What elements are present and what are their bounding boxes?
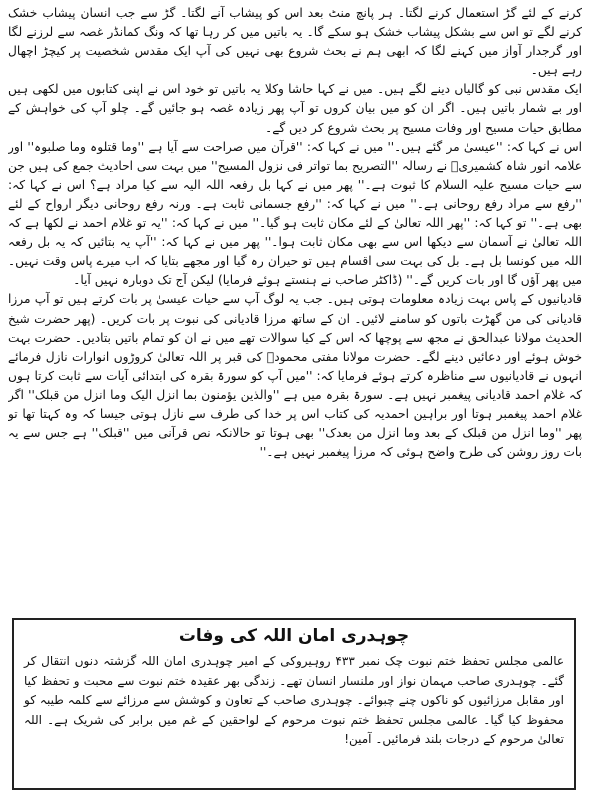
article-body — [8, 4, 582, 606]
obituary-box — [12, 618, 576, 790]
article-paragraph: قادیانیوں کے پاس بہت زیادہ معلومات ہوتی ہیں۔ جب یہ لوگ آپ سے حیات عیسیٰ پر بات کرتے ہیں تو آپ مرزا قادیانی کی من گھڑت باتوں کو سامنے لائیں۔ ان کے ساتھ مرزا قادیانی کی نبوت پر بات کریں۔ (پھر حضرت شیخ الحدیث مولانا عبدالحق نے مجھ سے پوچھا کہ اس کے کیا سوالات تھے میں نے ان کو تمام باتیں بتادیں۔ حضرت بہت خوش ہوئے اور دعائیں دینے لگے۔ حضرت مولانا مفتی محمودؒ کی قبر پر اللہ تعالیٰ کروڑوں انوارات نازل فرمائے انہوں نے قادیانیوں سے مناظرہ کرتے ہوئے فرمایا کہ: ''میں آپ کو سورۃ بقرہ کی ابتدائی آیات سے ثابت کرتا ہوں کہ غلام احمد قادیانی پیغمبر نہیں ہے۔ سورۃ بقرہ میں ہے ''والذین یؤمنون بما انزل الیک وما انزل من قبلک'' اگر غلام احمد پیغمبر ہوتا اور براہین احمدیہ کی کتاب اس پر خدا کی طرف سے نازل ہوتی جیسا کہ وہ کہتا تھا تو پھر ''وما انزل من قبلک کے بعد وما انزل من بعدک'' بھی ہوتا تو حالانکہ نص قرآنی میں ''قبلک'' ہے جس سے یہ بات روز روشن کی طرح واضح ہوئی کہ مرزا پیغمبر نہیں ہے۔'' — [8, 292, 582, 460]
article-paragraph: ایک مقدس نبی کو گالیاں دینے لگے ہیں۔ میں نے کہا حاشا وکلا یہ باتیں تو خود اس نے اپنی کتابوں میں لکھی ہیں اور بے شمار باتیں ہیں۔ اگر ان کو میں بیان کروں تو آپ پھر زیادہ غصہ ہو جائیں گے۔ چلو آپ کی خواہش کے مطابق حیات مسیح اور وفات مسیح پر بحث شروع کر دیں گے۔ — [8, 82, 582, 135]
obituary-title: چوہدری امان اللہ کی وفات — [178, 626, 410, 646]
obituary-text: عالمی مجلس تحفظ ختم نبوت چک نمبر ۴۳۳ روہیروکی کے امیر چوہدری امان اللہ گزشتہ دنوں انتقال کر گئے۔ چوہدری صاحب مہمان نواز اور ملنسار انسان تھے۔ زندگی بھر عقیدہ ختم نبوت سے محبت و تحفظ کیا اور مقابل مرزائیوں کو ناکوں چنے چبوائے۔ چوہدری صاحب کے تعاون و کوشش سے مرزائے سے کلمہ طیبہ کو محفوظ کیا گیا۔ عالمی مجلس تحفظ ختم نبوت مرحوم کے لواحقین کے غم میں برابر کی شریک ہے۔ اللہ تعالیٰ مرحوم کے درجات بلند فرمائیں۔ آمین! — [24, 654, 565, 746]
article-paragraph: اس نے کہا کہ: ''عیسیٰ مر گئے ہیں۔'' میں نے کہا کہ: ''قرآن میں صراحت سے آیا ہے ''وما قتلوہ وما صلبوہ'' اور علامہ انور شاہ کشمیریؒ نے رسالہ ''التصریح بما تواتر فی نزول المسیح'' میں بہت سی احادیث جمع کی ہیں جن سے حیات مسیح علیہ السلام کا ثبوت ہے۔'' پھر میں نے کہا بل رفعہ اللہ الیہ سے کیا مراد ہے؟ اس نے کہا کہ: ''رفع سے مراد رفع روحانی ہے۔'' میں نے کہا کہ: ''رفع جسمانی ثابت ہے۔ ورنہ رفع روحانی دیگر ارواح کے لئے بھی ہے۔'' تو کہا کہ: ''پھر اللہ تعالیٰ کے لئے مکان ثابت ہو گیا۔'' میں نے کہا کہ: ''یہ تو غلام احمد نے لکھا ہے کہ اللہ تعالیٰ نے آسمان سے دیکھا اس سے بھی مکان ثابت ہوا۔'' پھر میں نے کہا کہ: ''آپ یہ بتائیں کہ یہ بل رفعہ اللہ میں کونسا بل ہے۔ بل کی بہت سی اقسام ہیں تو حیران رہ گیا اور مجھے بتایا کہ اب میرے پاس وقت نہیں۔ میں پھر آؤں گا اور بات کریں گے۔'' (ڈاکٹر صاحب نے ہنستے ہوئے فرمایا) لیکن آج تک دوبارہ نہیں آیا۔ — [8, 139, 582, 288]
article-paragraph: کرنے کے لئے گڑ استعمال کرنے لگتا۔ ہر پانچ منٹ بعد اس کو پیشاب آنے لگتا۔ گڑ سے جب انسان پیشاب خشک کرنے لگے تو اس سے بشکل پیشاب خشک ہو سکے گا۔ یہ باتیں میں کر رہا تھا کہ ونگ کمانڈر غصہ سے لرزنے لگا اور گرجدار آواز میں کہنے لگا کہ ابھی ہم نے بحث شروع بھی نہیں کی آپ ایک مقدس شخصیت پر کیچڑ اچھال رہے ہیں۔ — [8, 6, 582, 78]
